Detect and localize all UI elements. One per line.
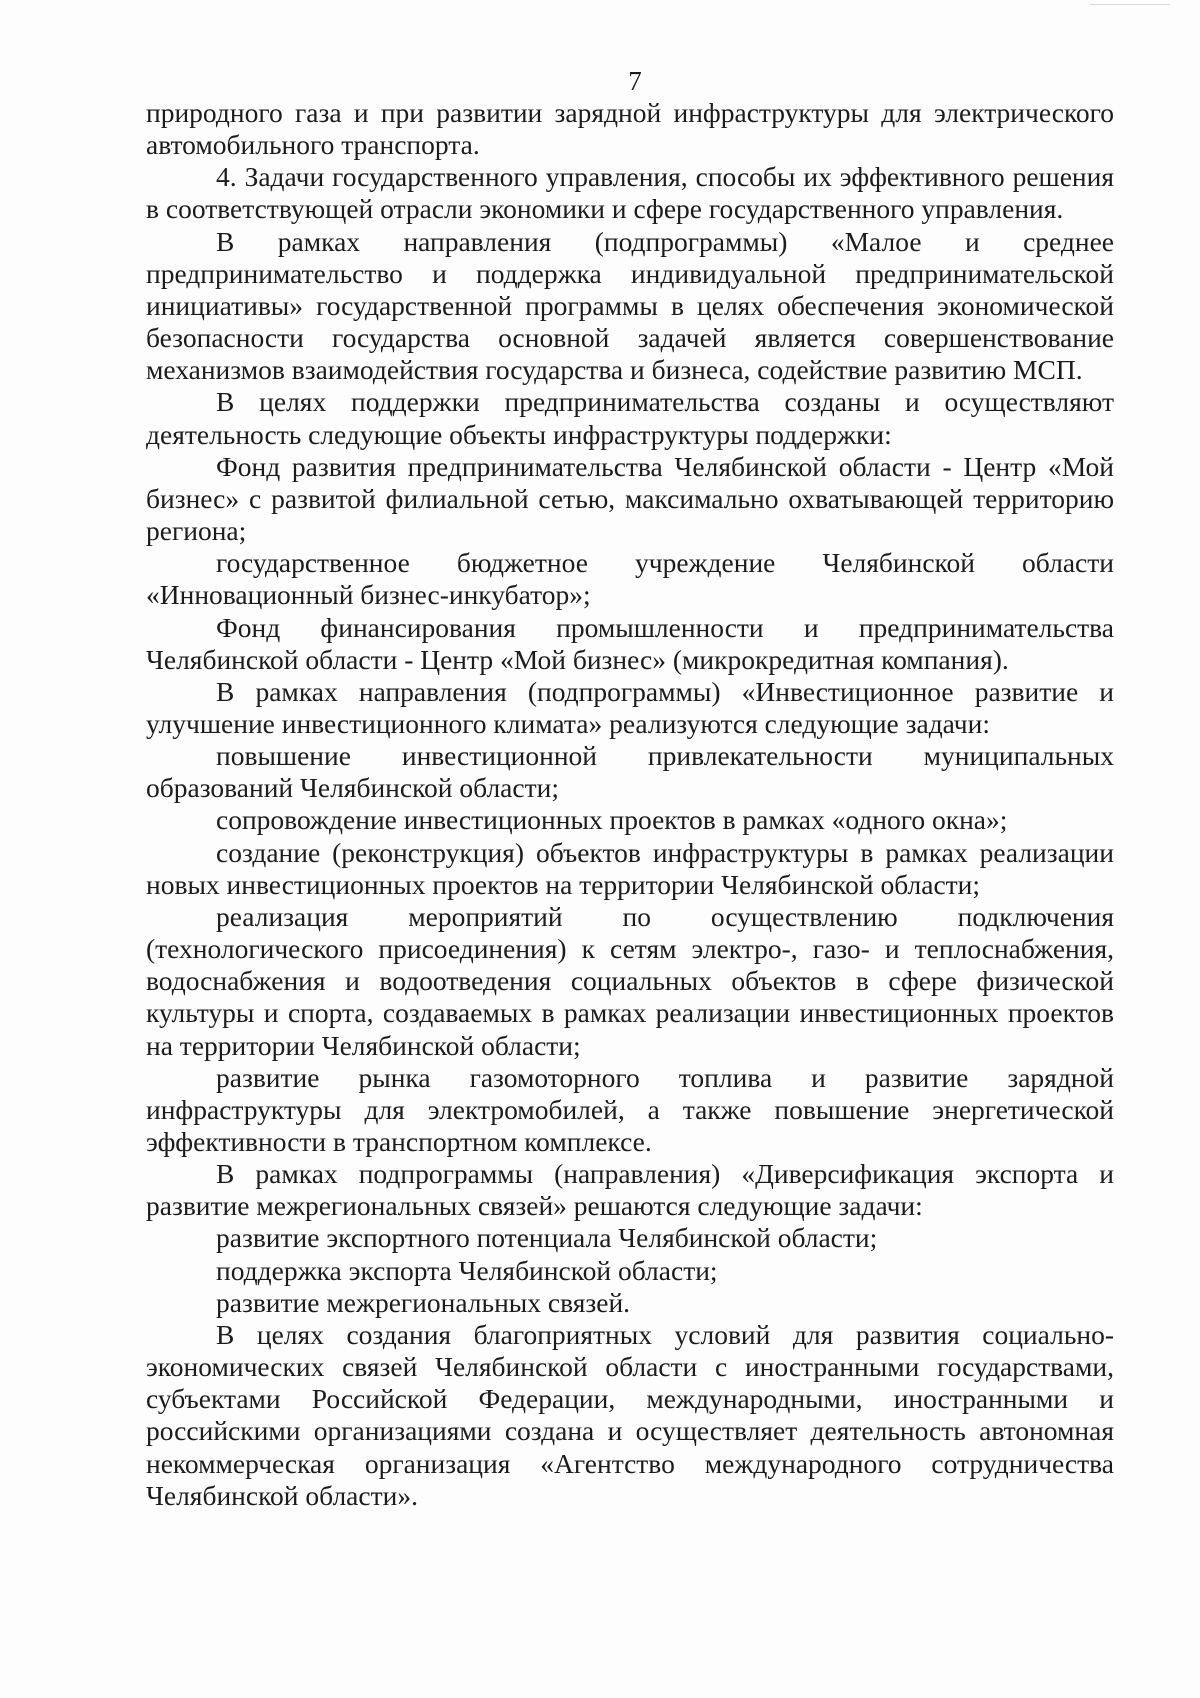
paragraph: В рамках подпрограммы (направления) «Диверсификация экспорта и развитие межрегиональных связей» решаются следующие задачи:	[146, 1158, 1114, 1222]
paragraph: Фонд развития предпринимательства Челябинской области - Центр «Мой бизнес» с развитой филиальной сетью, максимально охватывающей территорию региона;	[146, 450, 1114, 547]
paragraph: сопровождение инвестиционных проектов в рамках «одного окна»;	[216, 804, 1008, 836]
scan-artifact	[1090, 4, 1170, 5]
paragraph: 4. Задачи государственного управления, способы их эффективного решения в соответствующей отрасли экономики и сфере государственного управления.	[146, 161, 1114, 225]
paragraph: В целях поддержки предпринимательства созданы и осуществляют деятельность следующие объекты инфраструктуры поддержки:	[146, 386, 1114, 450]
paragraph: развитие экспортного потенциала Челябинской области;	[216, 1222, 878, 1254]
paragraph: поддержка экспорта Челябинской области;	[216, 1254, 718, 1286]
paragraph: развитие межрегиональных связей.	[216, 1286, 631, 1318]
paragraph: В целях создания благоприятных условий для развития социально-экономических связей Челябинской области с иностранными государствами, субъектами Российской Федерации, международными, иностранными и российскими организациями создана и осуществляет деятельность автономная некоммерческая организация «Агентство международного сотрудничества Челябинской области».	[146, 1318, 1114, 1511]
document-body	[146, 97, 1114, 1512]
paragraph: В рамках направления (подпрограммы) «Малое и среднее предпринимательство и поддержка индивидуальной предпринимательской инициативы» государственной программы в целях обеспечения экономической безопасности государства основной задачей является совершенствование механизмов взаимодействия государства и бизнеса, содействие развитию МСП.	[146, 225, 1114, 386]
paragraph: создание (реконструкция) объектов инфраструктуры в рамках реализации новых инвестиционных проектов на территории Челябинской области;	[146, 836, 1114, 900]
paragraph: Фонд финансирования промышленности и предпринимательства Челябинской области - Центр «Мой бизнес» (микрокредитная компания).	[146, 611, 1114, 675]
paragraph: природного газа и при развитии зарядной инфраструктуры для электрического автомобильного транспорта.	[146, 97, 1114, 161]
paragraph: государственное бюджетное учреждение Челябинской области «Инновационный бизнес-инкубатор»;	[146, 547, 1114, 611]
paragraph: В рамках направления (подпрограммы) «Инвестиционное развитие и улучшение инвестиционного климата» реализуются следующие задачи:	[146, 675, 1114, 739]
paragraph: реализация мероприятий по осуществлению подключения (технологического присоединения) к сетям электро-, газо- и теплоснабжения, водоснабжения и водоотведения социальных объектов в сфере физической культуры и спорта, создаваемых в рамках реализации инвестиционных проектов на территории Челябинской области;	[146, 900, 1114, 1061]
paragraph: повышение инвестиционной привлекательности муниципальных образований Челябинской области;	[146, 740, 1114, 804]
page-number: 7	[628, 66, 642, 96]
paragraph: развитие рынка газомоторного топлива и развитие зарядной инфраструктуры для электромобилей, а также повышение энергетической эффективности в транспортном комплексе.	[146, 1061, 1114, 1157]
